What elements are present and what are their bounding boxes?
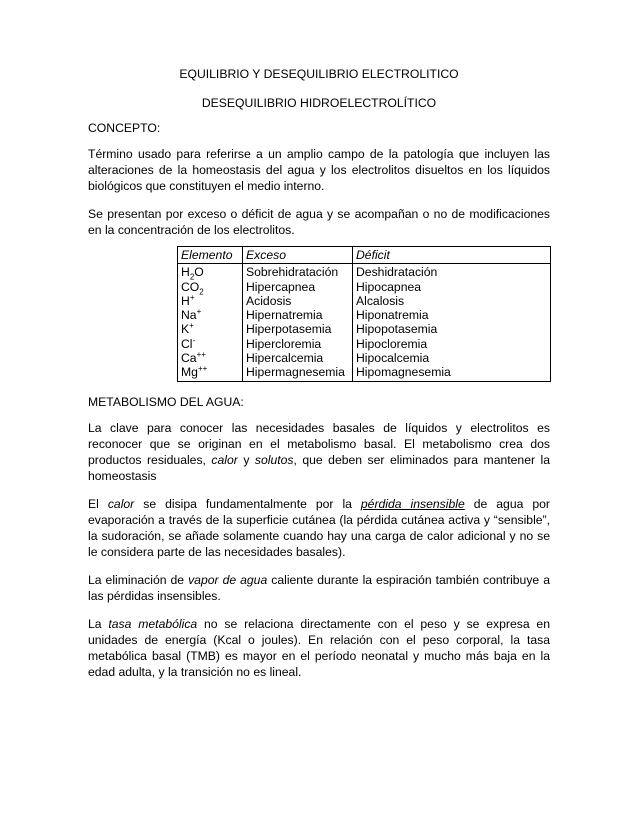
electrolyte-table	[177, 246, 551, 382]
deficit-cell: Hipocalcemia	[356, 351, 430, 366]
element-symbol: $CO_2$	[181, 279, 204, 297]
deficit-cell: Hipomagnesemia	[356, 365, 451, 380]
exceso-cell: Hipercloremia	[246, 336, 322, 351]
exceso-column	[243, 264, 353, 381]
emphasis-perdida-insensible: pérdida insensible	[360, 496, 465, 511]
exceso-cell: Hipermagnesemia	[246, 365, 345, 380]
elements-column	[178, 264, 243, 381]
exceso-cell: Hipercalcemia	[246, 351, 324, 366]
text-span: de agua por evaporación a través de la superficie cutánea (la pérdida cutánea activa y “sensible”, la sudoración, se añade solamente cuando hay una carga de calor adicional y no se le considera parte de las necesidades basales).	[88, 496, 550, 559]
deficit-cell: Hipocloremia	[356, 336, 428, 351]
element-symbol: Cl-	[181, 335, 196, 351]
metabolismo-paragraph-1	[88, 420, 550, 484]
exceso-cell: Acidosis	[246, 293, 292, 308]
text-span: La	[88, 616, 109, 631]
exceso-cell: Sobrehidratación	[246, 265, 339, 280]
emphasis-solutos: solutos	[254, 452, 294, 467]
text-span: no se relaciona directamente con el peso y se expresa en unidades de energía (Kcal o joules). En relación con el peso corporal, la tasa metabólica basal (TMB) es mayor en el período neonatal y mucho más baja en la edad adulta, y la transición no es lineal.	[88, 616, 550, 679]
element-symbol: K+	[181, 321, 194, 337]
text-span: caliente durante la espiración también contribuye a las pérdidas insensibles.	[88, 572, 550, 603]
deficit-cell: Hipopotasemia	[356, 322, 438, 337]
text-span: La clave para conocer las necesidades basales de líquidos y electrolitos es reconocer que se originan en el metabolismo basal. El metabolismo crea dos productos residuales,	[88, 420, 550, 467]
metabolismo-heading: METABOLISMO DEL AGUA:	[88, 394, 244, 409]
emphasis-tasa-metabolica: tasa metabólica	[108, 616, 198, 631]
header-elemento: Elemento	[178, 247, 243, 264]
deficit-cell: Hipocapnea	[356, 279, 422, 294]
deficit-cell: Deshidratación	[356, 265, 438, 280]
metabolismo-paragraph-3	[88, 572, 550, 604]
document-page	[88, 66, 550, 692]
text-span: El	[88, 496, 108, 511]
document-title: EQUILIBRIO Y DESEQUILIBRIO ELECTROLITICO	[179, 67, 459, 81]
text-span: y	[237, 452, 255, 467]
exceso-cell: Hipercapnea	[246, 279, 316, 294]
concepto-paragraph-2: Se presentan por exceso o déficit de agua y se acompañan o no de modificaciones en la concentración de los electrolitos.	[88, 207, 550, 237]
header-deficit: Déficit	[353, 247, 551, 264]
element-symbol: H+	[181, 292, 195, 308]
exceso-cell: Hiperpotasemia	[246, 322, 332, 337]
element-symbol: Na+	[181, 307, 202, 323]
emphasis-calor: calor	[211, 452, 238, 467]
emphasis-calor: calor	[107, 496, 135, 511]
element-symbol: Mg++	[181, 364, 208, 380]
table-header-row	[178, 247, 551, 264]
document-subtitle: DESEQUILIBRIO HIDROELECTROLÍTICO	[201, 96, 437, 110]
text-span: La eliminación de	[88, 572, 189, 587]
deficit-cell: Alcalosis	[356, 293, 405, 308]
element-symbol: Ca++	[181, 350, 206, 366]
deficit-column	[353, 264, 551, 381]
table-body-row	[178, 264, 551, 381]
exceso-cell: Hipernatremia	[246, 308, 323, 323]
element-symbol: $H_2O$	[181, 265, 204, 282]
concepto-heading: CONCEPTO:	[88, 121, 161, 135]
metabolismo-paragraph-4	[88, 616, 550, 680]
deficit-cell: Hiponatremia	[356, 308, 429, 323]
metabolismo-paragraph-2	[88, 496, 550, 560]
concepto-paragraph-1: Término usado para referirse a un amplio campo de la patología que incluyen las alteraciones de la homeostasis del agua y los electrolitos disueltos en los líquidos biológicos que constituyen el medio interno.	[88, 147, 550, 193]
text-span: se disipa fundamentalmente por la	[134, 496, 361, 511]
header-exceso: Exceso	[243, 247, 353, 264]
text-span: , que deben ser eliminados para mantener la homeostasis	[88, 452, 551, 483]
emphasis-vapor: vapor de agua	[188, 572, 268, 587]
